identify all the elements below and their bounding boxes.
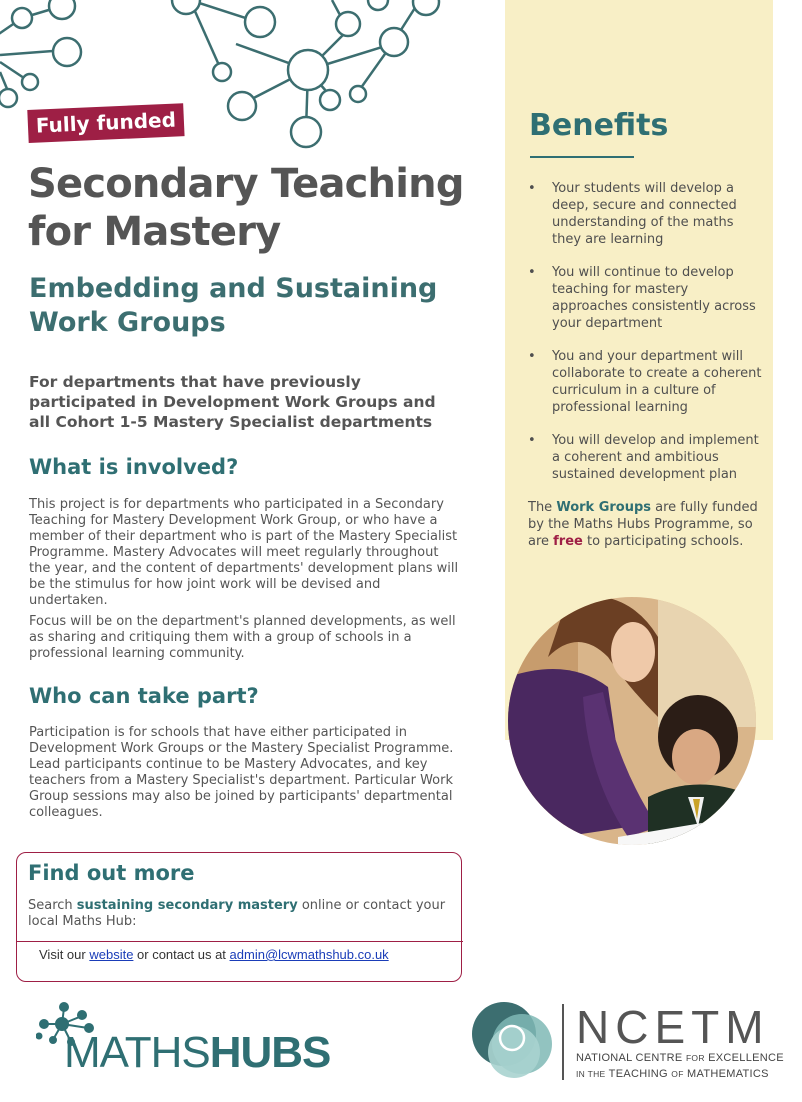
benefit-item: • Your students will develop a deep, secure and connected understanding of the maths they are learning bbox=[528, 180, 764, 248]
teacher-student-photo bbox=[508, 597, 756, 845]
ncetm-tagline-1: NATIONAL CENTRE FOR EXCELLENCE bbox=[576, 1052, 784, 1064]
ncetm-circles-icon bbox=[466, 1000, 556, 1082]
fully-funded-badge: Fully funded bbox=[27, 103, 184, 143]
search-term: sustaining secondary mastery bbox=[76, 898, 298, 913]
involved-paragraph-2: Focus will be on the department's planned developments, as well as sharing and critiquing them with a group of schools in a professional learning community. bbox=[29, 614, 456, 661]
involved-paragraph-1: This project is for departments who participated in a Secondary Teaching for Mastery Development Work Group, or who have a member of their department who is part of the Mastery Specialist Programme. Mastery Advocates will meet regularly throughout the year, and the content of departments' development plans will be the stimulus for how joint work will be devised and undertaken. bbox=[29, 497, 459, 608]
benefits-heading: Benefits bbox=[529, 108, 669, 143]
benefits-underline bbox=[530, 156, 634, 158]
find-out-more-heading: Find out more bbox=[28, 861, 195, 885]
photo-illustration bbox=[508, 597, 756, 845]
benefit-item: • You will continue to develop teaching for mastery approaches consistently across your department bbox=[528, 264, 764, 332]
benefits-list bbox=[528, 180, 764, 499]
page-title: Secondary Teaching for Mastery bbox=[28, 161, 464, 255]
email-link[interactable]: admin@lcwmathshub.co.uk bbox=[229, 947, 389, 962]
benefit-item: • You and your department will collaborate to create a coherent curriculum in a culture of professional learning bbox=[528, 348, 764, 416]
maths-hubs-logo-text: MATHSHUBS bbox=[64, 1028, 331, 1077]
benefit-item: • You will develop and implement a coherent and ambitious sustained development plan bbox=[528, 432, 764, 483]
ncetm-tagline-2: IN THE TEACHING OF MATHEMATICS bbox=[576, 1068, 769, 1080]
who-paragraph: Participation is for schools that have either participated in Development Work Groups or the Mastery Specialist Programme. Lead participants continue to be Mastery Advocates, and key teachers from a Mastery Specialist's department. Particular Work Group sessions may also be joined by participants' departmental colleagues. bbox=[29, 725, 454, 820]
what-is-involved-heading: What is involved? bbox=[29, 455, 239, 479]
website-link[interactable]: website bbox=[89, 947, 134, 962]
funding-note: The Work Groups are fully funded by the Maths Hubs Programme, so are free to participating schools. bbox=[528, 500, 758, 549]
ncetm-logo-text: NCETM bbox=[576, 1001, 770, 1053]
who-can-take-part-heading: Who can take part? bbox=[29, 684, 259, 708]
page-subtitle: Embedding and Sustaining Work Groups bbox=[29, 273, 438, 338]
ncetm-divider bbox=[562, 1004, 564, 1080]
find-out-more-box bbox=[16, 852, 462, 982]
contact-line: Visit our website or contact us at admin@lcwmathshub.co.uk bbox=[39, 947, 389, 962]
audience-statement: For departments that have previously participated in Development Work Groups and all Cohort 1-5 Mastery Specialist departments bbox=[29, 373, 436, 431]
find-out-more-text: Search sustaining secondary mastery online or contact your local Maths Hub: bbox=[28, 898, 446, 929]
find-out-more-divider bbox=[17, 941, 463, 942]
